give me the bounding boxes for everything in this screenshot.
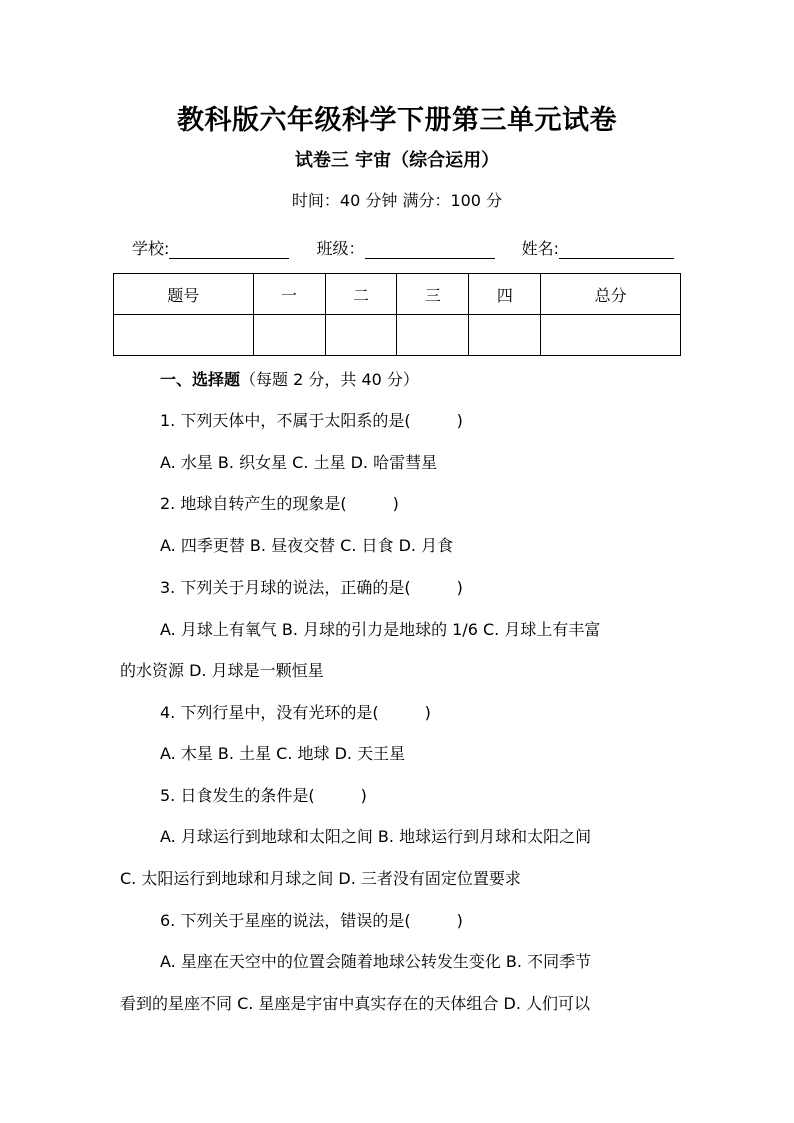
question-paren: ) — [392, 494, 399, 513]
score-table-value-row — [114, 315, 681, 356]
question-options: A. 星座在天空中的位置会随着地球公转发生变化 B. 不同季节 — [160, 952, 592, 971]
exam-title: 教科版六年级科学下册第三单元试卷 — [177, 105, 617, 136]
question-stem — [160, 911, 720, 931]
score-header-cell: 题号 — [114, 274, 254, 315]
question-paren: ) — [456, 411, 463, 430]
question-stem — [160, 411, 720, 431]
section-title: 一、选择题 — [160, 370, 241, 389]
question-paren: ) — [456, 578, 463, 597]
question-stem — [160, 578, 720, 598]
question-options: A. 水星 B. 织女星 C. 土星 D. 哈雷彗星 — [160, 453, 438, 472]
score-header-cell: 一 — [253, 274, 325, 315]
question-options: A. 月球上有氧气 B. 月球的引力是地球的 1/6 C. 月球上有丰富 — [160, 620, 601, 639]
score-value-cell[interactable] — [325, 315, 397, 356]
question-paren: ) — [456, 911, 463, 930]
score-value-cell[interactable] — [541, 315, 681, 356]
question-stem — [160, 703, 720, 723]
student-info-line — [132, 236, 692, 259]
section-note: （每题 2 分，共 40 分） — [240, 370, 419, 389]
question-text: 1. 下列天体中，不属于太阳系的是( — [160, 411, 411, 430]
score-value-cell[interactable] — [397, 315, 469, 356]
score-header-cell: 三 — [397, 274, 469, 315]
section-heading — [160, 370, 720, 390]
question-text: 3. 下列关于月球的说法，正确的是( — [160, 578, 411, 597]
question-options: A. 四季更替 B. 昼夜交替 C. 日食 D. 月食 — [160, 536, 454, 555]
question-options-cont: 看到的星座不同 C. 星座是宇宙中真实存在的天体组合 D. 人们可以 — [120, 994, 591, 1013]
question-options-cont: C. 太阳运行到地球和月球之间 D. 三者没有固定位置要求 — [120, 869, 521, 888]
score-header-cell: 二 — [325, 274, 397, 315]
score-table-header-row — [114, 274, 681, 315]
score-value-cell[interactable] — [253, 315, 325, 356]
name-blank[interactable] — [559, 240, 674, 259]
score-value-cell[interactable] — [469, 315, 541, 356]
question-text: 2. 地球自转产生的现象是( — [160, 494, 347, 513]
class-blank[interactable] — [365, 240, 495, 259]
exam-subtitle: 试卷三 宇宙（综合运用） — [294, 150, 500, 171]
question-options: A. 木星 B. 土星 C. 地球 D. 天王星 — [160, 744, 406, 763]
question-stem — [160, 494, 720, 514]
question-paren: ) — [360, 786, 367, 805]
score-header-cell: 总分 — [541, 274, 681, 315]
school-label: 学校: — [132, 239, 170, 258]
question-text: 5. 日食发生的条件是( — [160, 786, 315, 805]
question-stem — [160, 786, 720, 806]
class-label: 班级： — [316, 239, 365, 258]
score-value-cell[interactable] — [114, 315, 254, 356]
score-table — [113, 273, 681, 356]
question-text: 4. 下列行星中，没有光环的是( — [160, 703, 379, 722]
question-options-cont: 的水资源 D. 月球是一颗恒星 — [120, 661, 324, 680]
name-label: 姓名: — [521, 239, 560, 258]
school-blank[interactable] — [169, 240, 289, 259]
question-options: A. 月球运行到地球和太阳之间 B. 地球运行到月球和太阳之间 — [160, 827, 592, 846]
time-and-score: 时间：40 分钟 满分：100 分 — [291, 191, 503, 210]
question-paren: ) — [424, 703, 431, 722]
question-text: 6. 下列关于星座的说法，错误的是( — [160, 911, 411, 930]
score-header-cell: 四 — [469, 274, 541, 315]
